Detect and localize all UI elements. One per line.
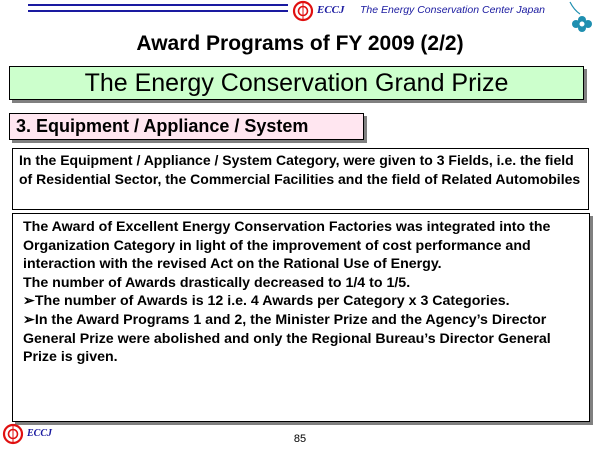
- grand-prize-banner-text: The Energy Conservation Grand Prize: [84, 68, 509, 97]
- footer-eccj-logo-text: ECCJ: [27, 428, 53, 439]
- header-rule-top: [28, 4, 288, 6]
- intro-text-box: [12, 148, 589, 210]
- detail-bullet: ➢In the Award Programs 1 and 2, the Minister Prize and the Agency’s Director General Prize were abolished and only the Regional Bureau’s Director General Prize is given.: [23, 311, 551, 366]
- category-heading-text: 3. Equipment / Appliance / System: [16, 116, 309, 136]
- page-number: 85: [293, 433, 307, 445]
- eccj-logo-icon: [292, 0, 314, 22]
- details-text-box: [12, 213, 590, 422]
- detail-paragraph: The number of Awards drastically decreased to 1/4 to 1/5.: [23, 274, 411, 291]
- organization-name: The Energy Conservation Center Japan: [360, 4, 546, 16]
- header-rule-bottom: [28, 10, 288, 12]
- category-heading: [9, 113, 364, 140]
- clover-icon: [568, 0, 596, 36]
- eccj-logo-text: ECCJ: [317, 4, 345, 16]
- grand-prize-banner: [9, 66, 584, 100]
- intro-text: In the Equipment / Appliance / System Category, were given to 3 Fields, i.e. the field of Residential Sector, the Commercial Facilities and the field of Related Automobiles: [19, 152, 581, 187]
- detail-paragraph: The Award of Excellent Energy Conservation Factories was integrated into the Organization Category in light of the improvement of cost performance and interaction with the revised Act on the Rational Use of Energy.: [23, 219, 551, 273]
- detail-bullet: ➢The number of Awards is 12 i.e. 4 Awards per Category x 3 Categories.: [23, 293, 510, 310]
- page-title: Award Programs of FY 2009 (2/2): [136, 32, 464, 55]
